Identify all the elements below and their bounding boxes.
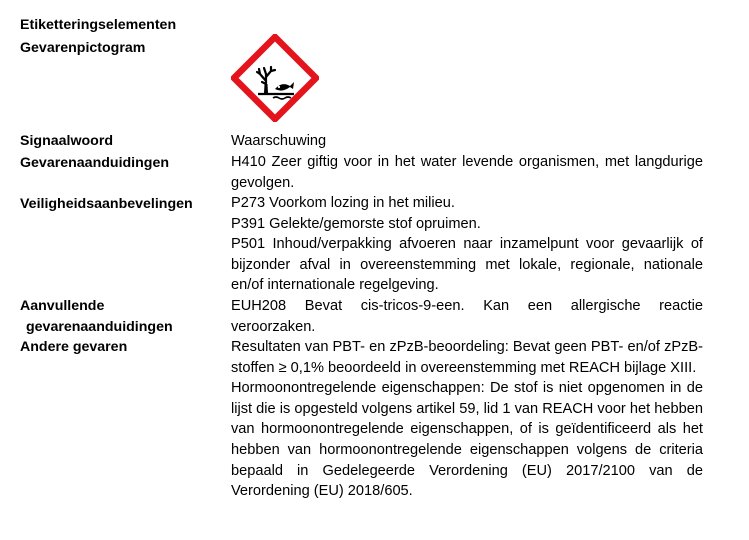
ghs-pictogram <box>231 34 319 122</box>
other-hazards-paragraph: Resultaten van PBT- en zPzB-beoordeling: Bevat geen PBT- en/of zPzB-stoffen ≥ 0,1% beoordeeld in overeenstemming met REACH bijlage XIII. <box>231 339 703 376</box>
supplemental-hazard-value: EUH208 Bevat cis-tricos-9-een. Kan een allergische reactie veroorzaken. <box>231 298 703 335</box>
other-hazards-label: Andere gevaren <box>20 339 128 355</box>
pictogram-label: Gevarenpictogram <box>20 40 146 56</box>
precautionary-statements-label: Veiligheidsaanbevelingen <box>20 196 193 212</box>
precautionary-statement-item: P273 Voorkom lozing in het milieu. <box>231 195 455 211</box>
other-hazards-text <box>231 337 703 502</box>
section-title: Etiketteringselementen <box>20 17 177 33</box>
precautionary-statement-item: P501 Inhoud/verpakking afvoeren naar inzamelpunt voor gevaarlijk of bijzonder afval in overeenstemming met lokale, regionale, nationale en/of internationale regelgeving. <box>231 236 703 294</box>
precautionary-statements-list <box>231 193 703 296</box>
other-hazards-paragraph: Hormoonontregelende eigenschappen: De stof is niet opgenomen in de lijst die is opgesteld volgens artikel 59, lid 1 van REACH voor het hebben van hormoonontregelende eigenschappen, of is geïdentificeerd als het hebben van hormoonontregelende eigenschappen volgens de criteria bepaald in Gedelegeerde Verordening (EU) 2017/2100 van de Verordening (EU) 2018/605. <box>231 380 703 500</box>
supplemental-hazard-label-1: Aanvullende <box>20 298 105 314</box>
hazard-statements-value: H410 Zeer giftig voor in het water levende organismen, met langdurige gevolgen. <box>231 154 703 191</box>
supplemental-hazard-label-2: gevarenaanduidingen <box>26 319 173 335</box>
precautionary-statement-item: P391 Gelekte/gemorste stof opruimen. <box>231 215 481 232</box>
environment-hazard-icon <box>231 34 319 122</box>
signal-word-value: Waarschuwing <box>231 133 327 149</box>
hazard-statements-label: Gevarenaanduidingen <box>20 155 170 171</box>
signal-word-label: Signaalwoord <box>20 133 114 149</box>
